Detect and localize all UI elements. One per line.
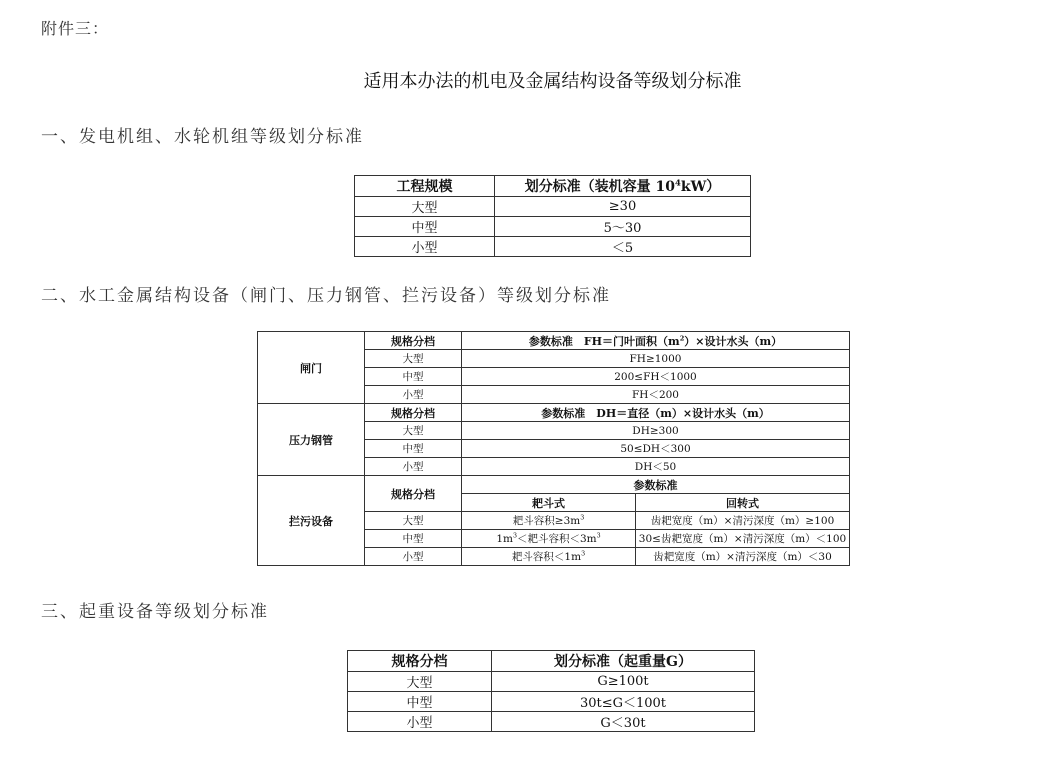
header-criterion-exponent: 4 [675, 177, 681, 188]
table-row [355, 217, 751, 237]
header-criterion-text: 划分标准（装机容量 10 [524, 179, 676, 195]
grade-cell: 中型 [365, 530, 462, 548]
value-cell: 200≤FH＜1000 [462, 368, 850, 386]
table-row [348, 672, 755, 692]
grade-cell: 大型 [365, 512, 462, 530]
grade-cell: 小型 [355, 237, 495, 257]
subheader-rake: 耙斗式 [462, 494, 636, 512]
section3-heading: 三、起重设备等级划分标准 [41, 602, 269, 622]
header-grade: 规格分档 [348, 651, 492, 672]
header-param: 参数标准 DH＝直径（m）×设计水头（m） [462, 404, 850, 422]
group-gate: 闸门 [258, 332, 365, 404]
grade-cell: 中型 [355, 217, 495, 237]
section1-heading: 一、发电机组、水轮机组等级划分标准 [41, 127, 364, 147]
header-grade: 规格分档 [365, 332, 462, 350]
table-row [348, 712, 755, 732]
rake-value-exponent: 3 [512, 532, 517, 540]
grade-cell: 大型 [365, 422, 462, 440]
value-cell: 5～30 [495, 217, 751, 237]
table-header-row [355, 176, 751, 197]
rake-value-exponent: 3 [580, 514, 585, 522]
header-param-exponent: 2 [679, 333, 685, 342]
grade-cell: 小型 [365, 548, 462, 566]
rake-value-text: 1m [496, 533, 513, 545]
group-trash: 拦污设备 [258, 476, 365, 566]
rake-value-cell [462, 548, 636, 566]
metal-structure-grade-table [257, 331, 850, 566]
rake-value-cell [462, 530, 636, 548]
grade-cell: 中型 [365, 368, 462, 386]
table-row [355, 197, 751, 217]
rake-value-exponent-2: 3 [596, 532, 601, 540]
value-cell: FH≥1000 [462, 350, 850, 368]
attachment-label: 附件三： [41, 19, 110, 38]
grade-cell: 小型 [365, 386, 462, 404]
table-row [258, 332, 850, 350]
rake-value-cell [462, 512, 636, 530]
generator-grade-table [354, 175, 751, 257]
value-cell: FH＜200 [462, 386, 850, 404]
grade-cell: 大型 [355, 197, 495, 217]
subheader-rotary: 回转式 [636, 494, 850, 512]
table-row [348, 692, 755, 712]
value-cell: 50≤DH＜300 [462, 440, 850, 458]
value-cell: ≥30 [495, 197, 751, 217]
header-criterion: 划分标准（起重量G） [492, 651, 755, 672]
rotary-value-cell: 齿耙宽度（m）×清污深度（m）＜30 [636, 548, 850, 566]
value-cell: DH＜50 [462, 458, 850, 476]
value-cell: G≥100t [492, 672, 755, 692]
grade-cell: 大型 [365, 350, 462, 368]
grade-cell: 小型 [348, 712, 492, 732]
rake-value-exponent: 3 [581, 550, 586, 558]
value-cell: ＜5 [495, 237, 751, 257]
grade-cell: 中型 [365, 440, 462, 458]
document-title: 适用本办法的机电及金属结构设备等级划分标准 [363, 71, 742, 92]
header-param [462, 332, 850, 350]
group-pipe: 压力钢管 [258, 404, 365, 476]
header-grade: 规格分档 [365, 476, 462, 512]
table-row [355, 237, 751, 257]
header-grade: 规格分档 [365, 404, 462, 422]
rotary-value-cell: 30≤齿耙宽度（m）×清污深度（m）＜100 [636, 530, 850, 548]
value-cell: 30t≤G＜100t [492, 692, 755, 712]
rake-value-rest: ＜耙斗容积＜3m [517, 533, 597, 545]
section2-heading: 二、水工金属结构设备（闸门、压力钢管、拦污设备）等级划分标准 [41, 286, 611, 306]
rake-value-text: 耙斗容积＜1m [511, 551, 582, 563]
grade-cell: 大型 [348, 672, 492, 692]
header-criterion [495, 176, 751, 197]
rotary-value-cell: 齿耙宽度（m）×清污深度（m）≥100 [636, 512, 850, 530]
header-param: 参数标准 [462, 476, 850, 494]
header-param-text: 参数标准 FH＝门叶面积（m [528, 334, 680, 348]
header-criterion-unit: kW） [680, 179, 721, 195]
header-scale: 工程规模 [355, 176, 495, 197]
table-row [258, 476, 850, 494]
grade-cell: 中型 [348, 692, 492, 712]
rake-value-text: 耙斗容积≥3m [512, 515, 581, 527]
grade-cell: 小型 [365, 458, 462, 476]
value-cell: G＜30t [492, 712, 755, 732]
lifting-grade-table [347, 650, 755, 732]
table-row [258, 404, 850, 422]
table-header-row [348, 651, 755, 672]
value-cell: DH≥300 [462, 422, 850, 440]
header-param-unit: ）×设计水头（m） [684, 334, 783, 348]
